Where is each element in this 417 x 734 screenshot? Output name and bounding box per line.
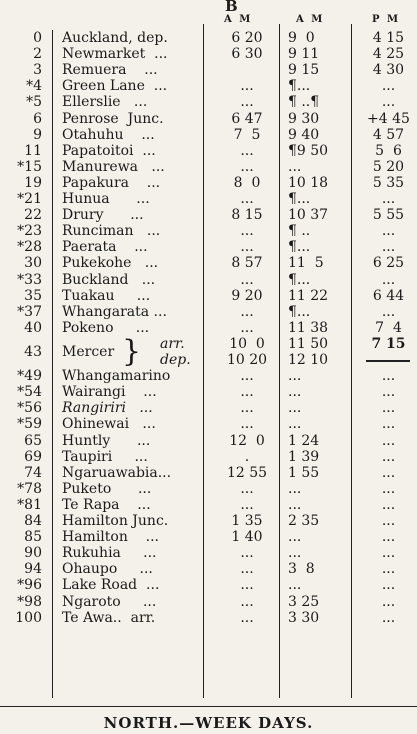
mileage: 35 xyxy=(24,287,42,304)
time-c1: ... xyxy=(240,191,254,207)
time-c1: ... xyxy=(240,480,254,497)
time-c3: ... xyxy=(381,577,396,594)
time-c1: 9 20 xyxy=(231,287,263,304)
mileage: *21 xyxy=(17,191,42,207)
time-c2: 3 8 xyxy=(288,561,315,578)
station-name: Otahuhu ... xyxy=(62,126,155,143)
station-name: Ohaupo ... xyxy=(62,561,153,578)
mercer-dep-row xyxy=(0,352,417,368)
station-name: Runciman ... xyxy=(62,223,161,240)
time-c3: 5 20 xyxy=(372,158,405,175)
station-name: Puketo ... xyxy=(62,480,152,497)
table-row xyxy=(0,111,417,127)
station-name: Whangamarino xyxy=(62,368,171,385)
station-name: Rangiriri ... xyxy=(62,400,153,417)
time-c2: 10 18 xyxy=(288,174,329,191)
station-name: Penrose Junc. xyxy=(62,110,164,127)
time-c2: 9 0 xyxy=(288,30,315,46)
time-c3: ... xyxy=(381,400,396,417)
mileage: 85 xyxy=(24,529,42,546)
time-c3: 6 25 xyxy=(372,255,405,272)
table-row xyxy=(0,62,417,78)
station-name: Rukuhia ... xyxy=(62,545,157,562)
time-c2: ¶... xyxy=(288,78,311,95)
table-row xyxy=(0,481,417,497)
time-c2: ... xyxy=(288,480,302,497)
time-c3: ... xyxy=(381,384,396,401)
station-name: Papatoitoi ... xyxy=(62,142,156,159)
time-c1: ... xyxy=(240,561,254,578)
mileage: *33 xyxy=(17,271,42,288)
time-c1: ... xyxy=(240,496,254,513)
table-row xyxy=(0,94,417,110)
table-row xyxy=(0,545,417,561)
table-row xyxy=(0,594,417,610)
table-row xyxy=(0,78,417,94)
time-c2: ... xyxy=(288,368,302,385)
mileage: *37 xyxy=(17,303,42,320)
station-name: Ngaroto ... xyxy=(62,593,157,610)
time-c3: ... xyxy=(381,496,396,513)
time-c2: ... xyxy=(288,545,302,562)
time-c3: ... xyxy=(381,94,396,111)
time-c1: 8 15 xyxy=(231,207,263,224)
table-row xyxy=(0,577,417,593)
table-row xyxy=(0,175,417,191)
station-name: Ohinewai ... xyxy=(62,416,156,433)
header-c3: P M xyxy=(372,14,401,25)
time-c2: 1 39 xyxy=(288,448,320,465)
table-row xyxy=(0,433,417,449)
time-c2: ... xyxy=(288,158,302,175)
station-name: Hunua ... xyxy=(62,191,150,207)
table-row xyxy=(0,159,417,175)
table-row xyxy=(0,561,417,577)
time-c2: 11 38 xyxy=(288,319,329,336)
station-name: Ngaruawabia... xyxy=(62,464,172,481)
time-c3: 7 4 xyxy=(375,319,402,336)
time-c2: 11 5 xyxy=(288,255,324,272)
station-name: Huntly ... xyxy=(62,432,151,449)
mileage: 90 xyxy=(24,545,42,562)
time-c2: 11 22 xyxy=(288,287,329,304)
time-c1: ... xyxy=(240,609,254,626)
time-c3: 6 44 xyxy=(372,287,405,304)
station-name: Papakura ... xyxy=(62,174,161,191)
time-c1: ... xyxy=(240,239,254,256)
table-row xyxy=(0,127,417,143)
time-c1: 12 0 xyxy=(229,432,265,449)
time-c1: ... xyxy=(240,94,254,111)
time-c3: ... xyxy=(381,464,396,481)
time-c1: 6 20 xyxy=(231,30,263,46)
time-c3: 4 15 xyxy=(372,30,405,46)
mileage: 9 xyxy=(33,126,42,143)
time-c1: ... xyxy=(240,303,254,320)
time-c1: ... xyxy=(240,142,254,159)
mileage: 19 xyxy=(24,174,42,191)
time-c3: ... xyxy=(381,303,396,320)
time-c2: ¶... xyxy=(288,239,311,256)
time-c1: 12 55 xyxy=(226,464,268,481)
table-row xyxy=(0,513,417,529)
time-c1: 6 30 xyxy=(231,46,263,63)
brace: } xyxy=(122,333,142,369)
table-row xyxy=(0,400,417,416)
table-row xyxy=(0,304,417,320)
table-row xyxy=(0,207,417,223)
mileage: 65 xyxy=(24,432,42,449)
time-c2: ... xyxy=(288,496,302,513)
time-c3: 4 57 xyxy=(372,126,405,143)
time-c2: 9 30 xyxy=(288,110,320,127)
mileage: *56 xyxy=(17,400,42,417)
time-c1: 10 0 xyxy=(229,335,265,352)
table-row xyxy=(0,368,417,384)
time-c3: ... xyxy=(381,78,396,95)
dep-label: dep. xyxy=(160,352,191,368)
time-c1: ... xyxy=(240,223,254,240)
station-name: Te Awa.. arr. xyxy=(62,609,156,626)
section-title: NORTH.—WEEK DAYS. xyxy=(103,714,314,732)
time-c2: 10 37 xyxy=(288,207,329,224)
mileage: 6 xyxy=(33,110,42,127)
header-c1: A M xyxy=(224,14,253,25)
time-c3: ... xyxy=(381,239,396,256)
mileage: 22 xyxy=(24,207,42,224)
time-c1: 1 35 xyxy=(231,513,263,529)
time-c1: ... xyxy=(240,158,254,175)
table-row xyxy=(0,255,417,271)
mileage: *96 xyxy=(17,577,42,594)
time-c3: ... xyxy=(381,561,396,578)
mileage: 74 xyxy=(24,464,42,481)
time-c1: ... xyxy=(240,271,254,288)
time-c3: ... xyxy=(381,448,396,465)
time-c3: ... xyxy=(381,191,396,207)
station-name: Manurewa ... xyxy=(62,158,165,175)
table-row xyxy=(0,416,417,432)
mileage: 100 xyxy=(15,609,42,626)
time-c1: ... xyxy=(240,384,254,401)
time-c2: ¶9 50 xyxy=(288,142,329,159)
time-c1: ... xyxy=(240,545,254,562)
station-name: Mercer xyxy=(62,343,115,360)
time-c3: ... xyxy=(381,513,396,529)
table-row xyxy=(0,239,417,255)
time-c3: ... xyxy=(381,529,396,546)
time-c1: ... xyxy=(240,577,254,594)
mileage: *59 xyxy=(17,416,42,433)
table-row xyxy=(0,610,417,626)
mileage: *49 xyxy=(17,368,42,385)
time-c3: ... xyxy=(381,416,396,433)
station-name: Paerata ... xyxy=(62,239,148,256)
time-c1: ... xyxy=(240,593,254,610)
time-c2: ¶ ..¶ xyxy=(288,94,320,111)
table-row xyxy=(0,46,417,62)
station-name: Lake Road ... xyxy=(62,577,160,594)
time-c3: ... xyxy=(381,432,396,449)
time-c2: 1 55 xyxy=(288,464,320,481)
time-c2: 12 10 xyxy=(288,352,329,368)
station-name: Whangarata ... xyxy=(62,303,167,320)
time-c3: 5 35 xyxy=(372,174,405,191)
time-c2: 2 35 xyxy=(288,513,320,529)
table-row xyxy=(0,449,417,465)
time-c2: ... xyxy=(288,400,302,417)
station-name: Buckland ... xyxy=(62,271,156,288)
table-row xyxy=(0,465,417,481)
mileage: *81 xyxy=(17,496,42,513)
station-name: Tuakau ... xyxy=(62,287,151,304)
time-c2: ... xyxy=(288,384,302,401)
time-c1: 8 0 xyxy=(233,174,261,191)
mileage: 30 xyxy=(24,255,42,272)
time-c2: 11 50 xyxy=(288,335,329,352)
time-c2: ... xyxy=(288,529,302,546)
mileage: *15 xyxy=(17,158,42,175)
bottom-rule xyxy=(0,706,417,707)
time-c1: 10 20 xyxy=(226,352,268,368)
station-name: Hamilton ... xyxy=(62,529,160,546)
station-name: Newmarket ... xyxy=(62,46,168,63)
time-c2: 3 25 xyxy=(288,593,320,610)
time-c2: ... xyxy=(288,416,302,433)
time-c1: ... xyxy=(240,368,254,385)
table-row xyxy=(0,529,417,545)
time-c3: ... xyxy=(381,368,396,385)
mileage: 40 xyxy=(24,319,42,336)
time-c3: ... xyxy=(381,545,396,562)
station-name: Te Rapa ... xyxy=(62,496,151,513)
station-name: Wairangi ... xyxy=(62,384,157,401)
table-row xyxy=(0,191,417,207)
mileage: 3 xyxy=(33,62,42,79)
mercer-dep-rule xyxy=(366,360,410,362)
time-c1: 7 5 xyxy=(233,126,261,143)
time-c3: ... xyxy=(381,480,396,497)
station-name: Pukekohe ... xyxy=(62,255,159,272)
station-name: Remuera ... xyxy=(62,62,158,79)
time-c1: ... xyxy=(240,319,254,336)
table-row xyxy=(0,272,417,288)
mileage: 43 xyxy=(24,343,42,360)
table-row xyxy=(0,288,417,304)
time-c2: ¶... xyxy=(288,191,311,207)
mileage: 2 xyxy=(33,46,42,63)
time-c2: ¶... xyxy=(288,303,311,320)
time-c1: ... xyxy=(240,400,254,417)
station-name: Taupiri ... xyxy=(62,448,148,465)
mileage: *98 xyxy=(17,593,42,610)
time-c2: 1 24 xyxy=(288,432,320,449)
time-c2: ¶ .. xyxy=(288,223,311,240)
time-c3: 4 25 xyxy=(372,46,405,63)
time-c2: ... xyxy=(288,577,302,594)
header-c2: A M xyxy=(296,14,325,25)
table-row xyxy=(0,30,417,46)
table-row xyxy=(0,223,417,239)
time-c3: ... xyxy=(381,609,396,626)
service-letter: B xyxy=(225,0,238,15)
time-c2: ¶... xyxy=(288,271,311,288)
time-c3: +4 45 xyxy=(367,110,410,127)
time-c1: 1 40 xyxy=(231,529,263,546)
station-name: Pokeno ... xyxy=(62,319,150,336)
mileage: 69 xyxy=(24,448,42,465)
mileage: *4 xyxy=(26,78,42,95)
time-c1: ... xyxy=(240,78,254,95)
time-c3: 5 6 xyxy=(375,142,402,159)
time-c3: ... xyxy=(381,223,396,240)
time-c1: ... xyxy=(240,416,254,433)
station-name: Ellerslie ... xyxy=(62,94,148,111)
time-c3: 4 30 xyxy=(372,62,405,79)
time-c1: 6 47 xyxy=(231,110,263,127)
arr-label: arr. xyxy=(160,335,185,352)
station-name: Hamilton Junc. xyxy=(62,513,169,529)
time-c2: 9 11 xyxy=(288,46,320,63)
table-row xyxy=(0,320,417,336)
time-c3: ... xyxy=(381,271,396,288)
station-name: Green Lane ... xyxy=(62,78,168,95)
table-row xyxy=(0,143,417,159)
time-c2: 3 30 xyxy=(288,609,320,626)
time-c1: . xyxy=(244,448,250,465)
mileage: *5 xyxy=(26,94,42,111)
time-c2: 9 40 xyxy=(288,126,320,143)
mileage: *78 xyxy=(17,480,42,497)
time-c3: ... xyxy=(381,593,396,610)
mileage: 94 xyxy=(24,561,42,578)
mileage: 84 xyxy=(24,513,42,529)
mercer-arr-row xyxy=(0,336,417,352)
mileage: *54 xyxy=(17,384,42,401)
mileage: 0 xyxy=(33,30,42,46)
mileage: 11 xyxy=(24,142,42,159)
station-name: Drury ... xyxy=(62,207,144,224)
time-c1: 8 57 xyxy=(231,255,263,272)
time-c3: 5 55 xyxy=(372,207,405,224)
station-name: Auckland, dep. xyxy=(62,30,168,46)
mileage: *23 xyxy=(17,223,42,240)
table-row xyxy=(0,384,417,400)
mileage: *28 xyxy=(17,239,42,256)
time-c2: 9 15 xyxy=(288,62,320,79)
table-row xyxy=(0,497,417,513)
time-c3: 7 15 xyxy=(371,335,406,352)
